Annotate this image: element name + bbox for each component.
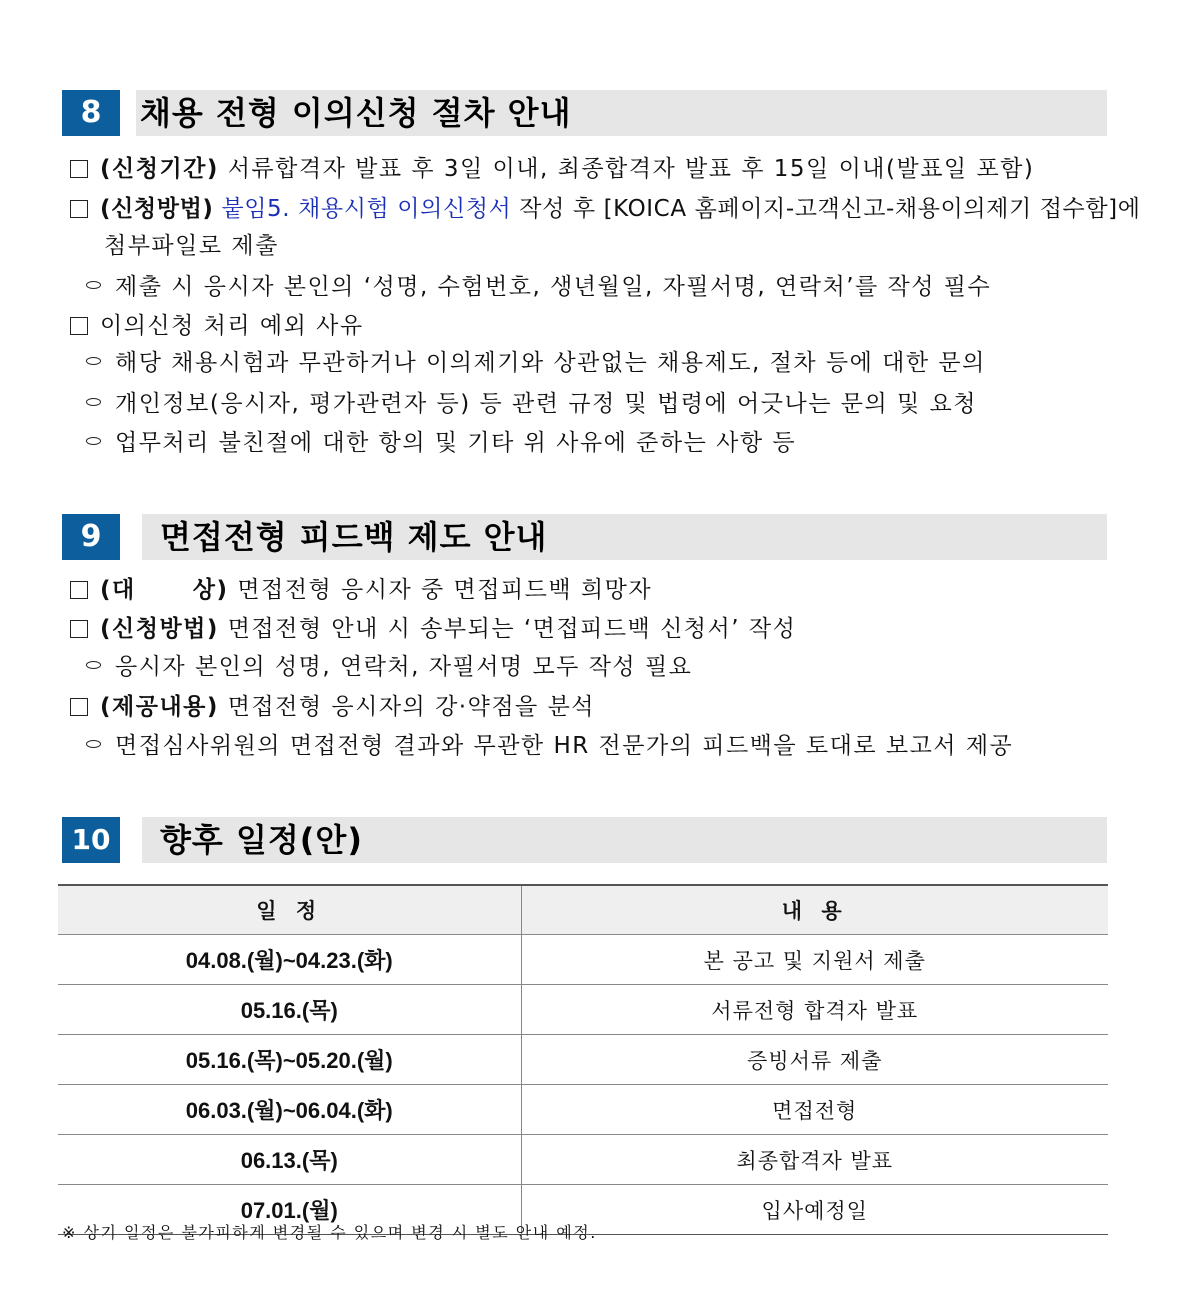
sub-list-item: [86, 731, 1013, 761]
section-title-bar: [136, 90, 1107, 136]
schedule-date: 05.16.(목): [58, 985, 521, 1035]
sub-list-item: [86, 652, 692, 682]
sub-item-text: 개인정보(응시자, 평가관련자 등) 등 관련 규정 및 법령에 어긋나는 문의 및 요청: [115, 391, 977, 417]
sub-item-text: 제출 시 응시자 본인의 ‘성명, 수험번호, 생년월일, 자필서명, 연락처’를 작성 필수: [115, 274, 992, 300]
schedule-date: 07.01.(월): [58, 1185, 521, 1235]
sub-item-text: 업무처리 불친절에 대한 항의 및 기타 위 사유에 준하는 사항 등: [115, 430, 797, 456]
square-bullet-icon: [70, 581, 88, 599]
list-item: [70, 575, 652, 605]
schedule-content: 서류전형 합격자 발표: [521, 985, 1108, 1035]
column-header-content: 내 용: [521, 885, 1108, 935]
section-8-header: [62, 90, 1107, 136]
schedule-content: 증빙서류 제출: [521, 1035, 1108, 1085]
list-item-continuation: 첨부파일로 제출: [104, 233, 279, 259]
section-number: 9: [62, 514, 120, 560]
square-bullet-icon: [70, 620, 88, 638]
circle-bullet-icon: [86, 398, 101, 406]
section-number: 10: [62, 817, 120, 863]
table-row: [58, 1135, 1108, 1185]
schedule-date: 06.13.(목): [58, 1135, 521, 1185]
square-bullet-icon: [70, 317, 88, 335]
schedule-note: ※ 상기 일정은 불가피하게 변경될 수 있으며 변경 시 별도 안내 예정.: [62, 1223, 597, 1242]
circle-bullet-icon: [86, 357, 101, 365]
schedule-table: [58, 884, 1108, 1235]
circle-bullet-icon: [86, 437, 101, 445]
list-item: [70, 311, 364, 341]
square-bullet-icon: [70, 160, 88, 178]
item-text: 이의신청 처리 예외 사유: [100, 313, 364, 339]
section-10-header: [62, 817, 1107, 863]
sub-list-item: [86, 428, 796, 458]
section-title-bar: [142, 817, 1107, 863]
list-item: [70, 194, 1141, 224]
item-text: 면접전형 응시자 중 면접피드백 희망자: [228, 577, 653, 603]
attachment-reference: 붙임5. 채용시험 이의신청서: [213, 196, 512, 222]
schedule-content: 입사예정일: [521, 1185, 1108, 1235]
list-item: [70, 154, 1034, 184]
schedule-date: 06.03.(월)~06.04.(화): [58, 1085, 521, 1135]
list-item: [70, 692, 595, 722]
item-label: (신청방법): [100, 196, 214, 222]
item-text: 면접전형 응시자의 강·약점을 분석: [218, 694, 596, 720]
sub-list-item: [86, 389, 977, 419]
table-row: [58, 985, 1108, 1035]
table-header-row: [58, 885, 1108, 935]
schedule-content: 본 공고 및 지원서 제출: [521, 935, 1108, 985]
column-header-date: 일 정: [58, 885, 521, 935]
table-row: [58, 1085, 1108, 1135]
item-text: 서류합격자 발표 후 3일 이내, 최종합격자 발표 후 15일 이내(발표일 포함): [218, 156, 1035, 182]
square-bullet-icon: [70, 200, 88, 218]
schedule-date: 04.08.(월)~04.23.(화): [58, 935, 521, 985]
sub-item-text: 면접심사위원의 면접전형 결과와 무관한 HR 전문가의 피드백을 토대로 보고서 제공: [115, 733, 1014, 759]
sub-list-item: [86, 348, 986, 378]
item-text: 작성 후 [KOICA 홈페이지-고객신고-채용이의제기 접수함]에: [511, 196, 1141, 222]
circle-bullet-icon: [86, 740, 101, 748]
section-title: 향후 일정(안): [160, 821, 363, 859]
item-label: (신청기간): [100, 156, 219, 182]
item-text: 면접전형 안내 시 송부되는 ‘면접피드백 신청서’ 작성: [218, 616, 797, 642]
circle-bullet-icon: [86, 281, 101, 289]
sub-list-item: [86, 272, 991, 302]
sub-item-text: 해당 채용시험과 무관하거나 이의제기와 상관없는 채용제도, 절차 등에 대한 문의: [115, 350, 986, 376]
table-row: [58, 1035, 1108, 1085]
section-number: 8: [62, 90, 120, 136]
sub-item-text: 응시자 본인의 성명, 연락처, 자필서명 모두 작성 필요: [115, 654, 693, 680]
schedule-content: 면접전형: [521, 1085, 1108, 1135]
section-title-bar: [142, 514, 1107, 560]
list-item: [70, 614, 796, 644]
section-title: 채용 전형 이의신청 절차 안내: [140, 94, 572, 132]
item-label: (신청방법): [100, 616, 219, 642]
circle-bullet-icon: [86, 661, 101, 669]
schedule-content: 최종합격자 발표: [521, 1135, 1108, 1185]
table-row: [58, 935, 1108, 985]
schedule-date: 05.16.(목)~05.20.(월): [58, 1035, 521, 1085]
square-bullet-icon: [70, 698, 88, 716]
item-label: (제공내용): [100, 694, 219, 720]
item-label: (대 상): [100, 577, 229, 603]
section-title: 면접전형 피드백 제도 안내: [160, 518, 548, 556]
section-9-header: [62, 514, 1107, 560]
